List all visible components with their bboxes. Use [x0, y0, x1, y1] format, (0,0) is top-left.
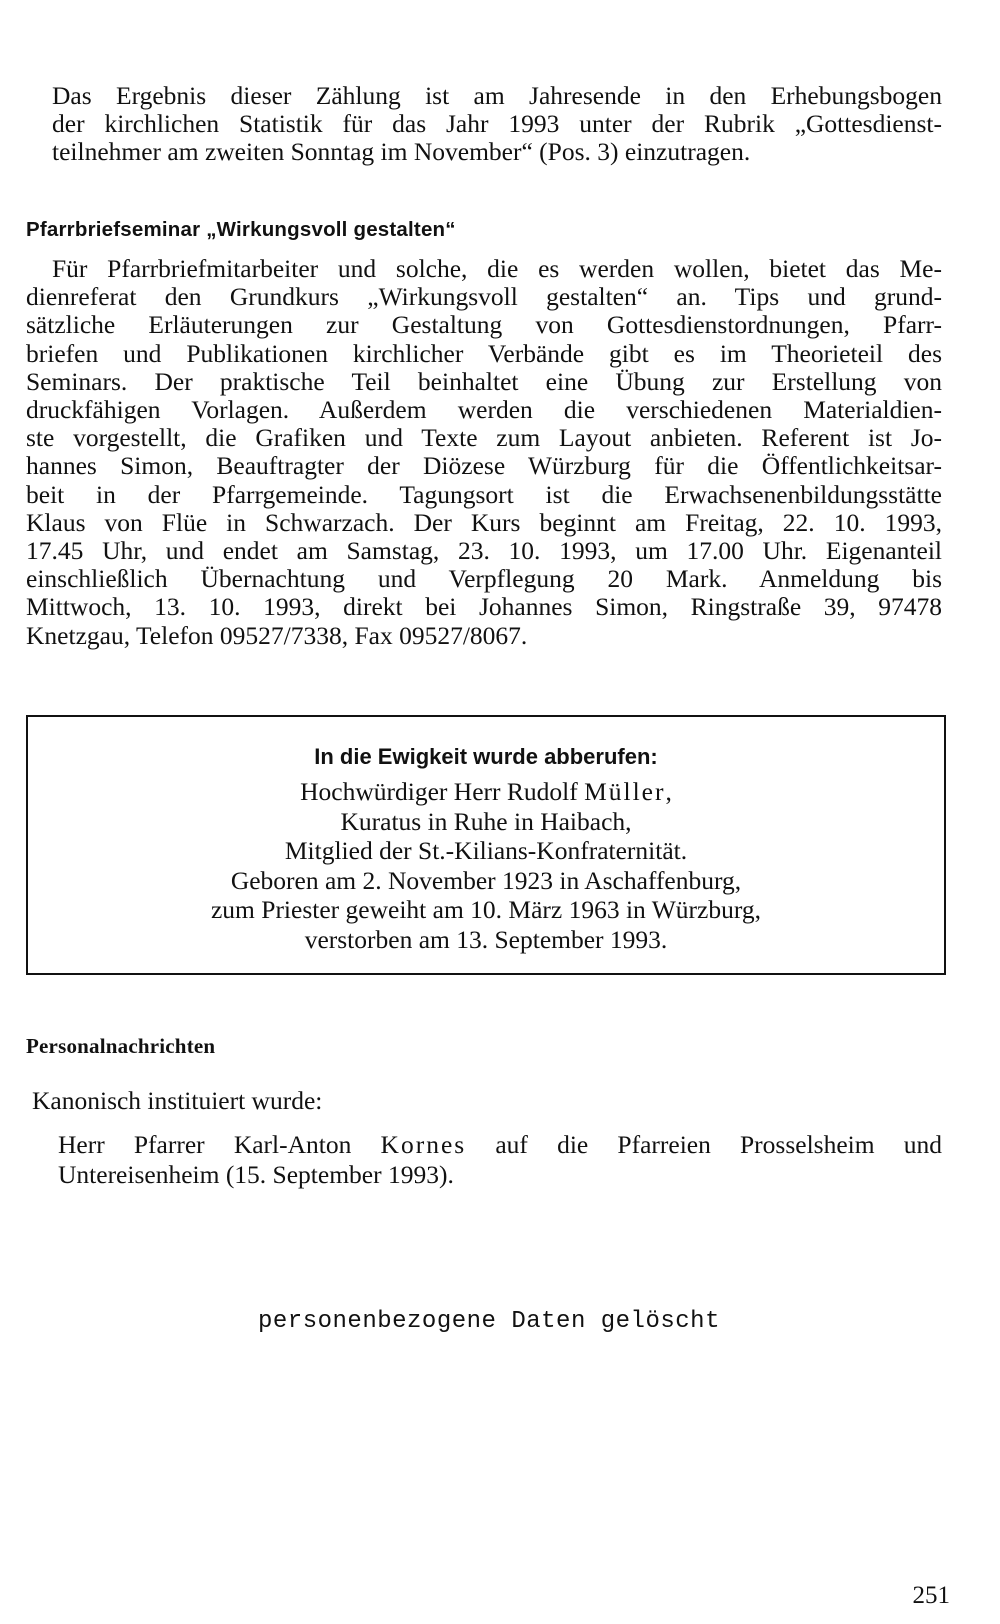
seminar-line: briefen und Publikationen kirchlicher Verbände gibt es im Theorieteil des — [26, 338, 942, 368]
instituted-entry-line — [58, 1130, 942, 1160]
seminar-line: sätzliche Erläuterungen zur Gestaltung von Gottesdienstordnungen, Pfarr- — [26, 310, 942, 340]
obituary-line1-suffix: , — [665, 777, 672, 806]
seminar-line: Mittwoch, 13. 10. 1993, direkt bei Johannes Simon, Ringstraße 39, 97478 — [26, 592, 942, 622]
entry-prefix: Herr Pfarrer Karl-Anton — [58, 1130, 381, 1159]
seminar-line: 17.45 Uhr, und endet am Samstag, 23. 10. 1993, um 17.00 Uhr. Eigenanteil — [26, 536, 942, 566]
seminar-line: beit in der Pfarrgemeinde. Tagungsort ist die Erwachsenenbildungsstätte — [26, 479, 942, 509]
seminar-line: Klaus von Flüe in Schwarzach. Der Kurs beginnt am Freitag, 22. 10. 1993, — [26, 507, 942, 537]
intro-line: der kirchlichen Statistik für das Jahr 1993 unter der Rubrik „Gottesdienst- — [52, 109, 942, 139]
obituary-line: Kuratus in Ruhe in Haibach, — [340, 806, 632, 836]
obituary-title: In die Ewigkeit wurde abberufen: — [314, 744, 658, 769]
obituary-body — [28, 777, 944, 954]
obituary-name: Müller — [584, 777, 666, 806]
obituary-line: Mitglied der St.-Kilians-Konfraternität. — [284, 836, 688, 865]
seminar-line: einschließlich Übernachtung und Verpflegung 20 Mark. Anmeldung bis — [26, 564, 942, 594]
intro-line: teilnehmer am zweiten Sonntag im November“ (Pos. 3) einzutragen. — [52, 137, 751, 167]
instituted-label: Kanonisch instituiert wurde: — [32, 1086, 323, 1115]
obituary-line: verstorben am 13. September 1993. — [304, 924, 668, 954]
obituary-line: Geboren am 2. November 1923 in Aschaffenburg, — [230, 865, 742, 895]
seminar-line: Seminars. Der praktische Teil beinhaltet eine Übung zur Erstellung von — [26, 366, 942, 396]
obituary-box — [26, 715, 946, 975]
seminar-line: ste vorgestellt, die Grafiken und Texte zum Layout anbieten. Referent ist Jo- — [26, 423, 942, 453]
redaction-note: personenbezogene Daten gelöscht — [258, 1308, 720, 1335]
seminar-heading: Pfarrbriefseminar „Wirkungsvoll gestalten“ — [26, 218, 456, 241]
obituary-line: zum Priester geweiht am 10. März 1963 in Würzburg, — [210, 895, 761, 924]
intro-line: Das Ergebnis dieser Zählung ist am Jahresende in den Erhebungsbogen — [52, 81, 942, 110]
obituary-line1-prefix: Hochwürdiger Herr Rudolf — [300, 777, 585, 806]
personnel-heading: Personalnachrichten — [26, 1034, 216, 1058]
seminar-line: hannes Simon, Beauftragter der Diözese Würzburg für die Öffentlichkeitsar- — [26, 451, 942, 481]
intro-paragraph — [52, 82, 942, 167]
seminar-line: dienreferat den Grundkurs „Wirkungsvoll gestalten“ an. Tips und grund- — [26, 282, 942, 312]
page-number: 251 — [912, 1582, 950, 1609]
seminar-line: Knetzgau, Telefon 09527/7338, Fax 09527/8067. — [26, 620, 528, 650]
obituary-line — [28, 777, 944, 807]
instituted-entry — [58, 1130, 942, 1190]
entry-suffix: auf die Pfarreien Prosselsheim und — [466, 1130, 942, 1159]
seminar-line: Für Pfarrbriefmitarbeiter und solche, die es werden wollen, bietet das Me- — [52, 254, 942, 283]
entry-name: Kornes — [380, 1130, 467, 1159]
seminar-paragraph — [26, 255, 942, 650]
instituted-entry-line: Untereisenheim (15. September 1993). — [58, 1160, 454, 1189]
seminar-line: druckfähigen Vorlagen. Außerdem werden die verschiedenen Materialdien- — [26, 395, 942, 425]
